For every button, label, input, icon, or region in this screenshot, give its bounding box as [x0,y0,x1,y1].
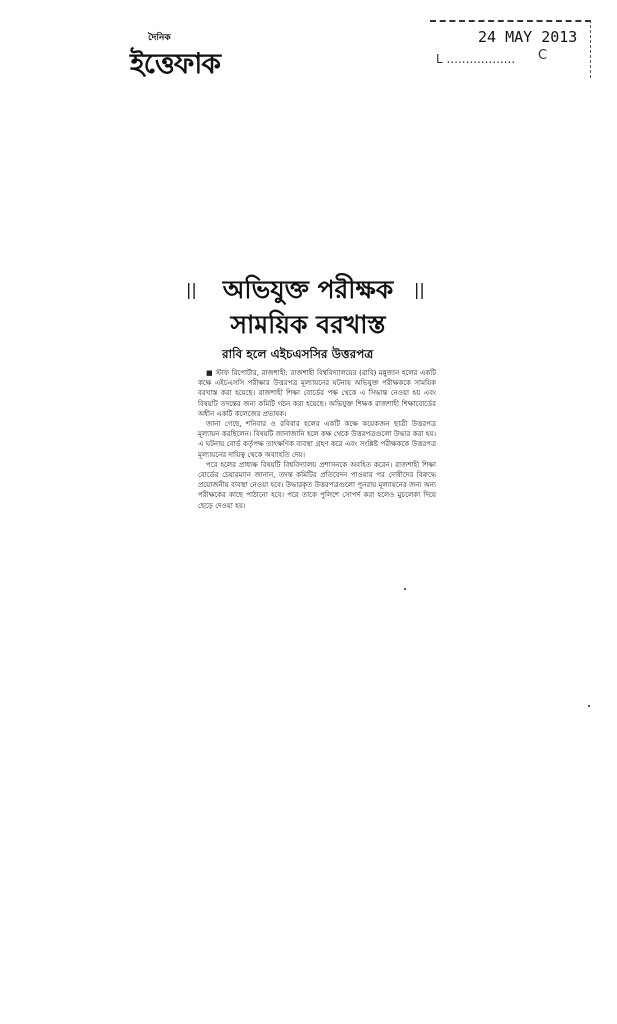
article-paragraph: জানা গেছে, শনিবার ও রবিবার হলের একটি কক্ষে কয়েকজন ছাত্রী উত্তরপত্র মূল্যায়ন করছিলেন। বিষয়টি জানাজানি হলে কক্ষ থেকে উত্তরপত্রগুলো উদ্ধার করা হয়। এ ঘটনায় বোর্ড কর্তৃপক্ষ তাৎক্ষণিক ব্যবস্থা গ্রহণ করে এবং সংশ্লিষ্ট পরীক্ষককে উত্তরপত্র মূল্যায়নের দায়িত্ব থেকে অব্যাহতি দেয়। [198,420,436,459]
scan-speck [404,588,406,590]
headline-line-1: অভিযুক্ত পরীক্ষক [222,275,394,304]
article-paragraph: ■ স্টাফ রিপোর্টার, রাজশাহী: রাজশাহী বিশ্ববিদ্যালয়ের (রাবি) মন্নুজান হলের একটি কক্ষে এইচএসসি পরীক্ষার উত্তরপত্র মূল্যায়নের ঘটনায় অভিযুক্ত পরীক্ষককে সাময়িক বরখাস্ত করা হয়েছে। রাজশাহী শিক্ষা বোর্ডের পক্ষ থেকে এ সিদ্ধান্ত নেওয়া হয় এবং বিষয়টি তদন্তের জন্য কমিটি গঠন করা হয়েছে। অভিযুক্ত শিক্ষক রাজশাহী শিক্ষাবোর্ডের অধীন একটি কলেজের প্রভাষক। [198,369,436,418]
headline-line-2: সাময়িক বরখাস্ত [230,310,386,339]
headline-bar-left: || [186,280,197,299]
receipt-stamp [430,20,591,78]
scan-speck [588,705,590,707]
stamp-initial: C [538,48,548,63]
article-body [198,368,436,511]
stamp-mark: L .................. [436,52,516,66]
headline-bar-right: || [414,280,425,299]
newspaper-masthead: ইত্তেফাক [130,47,221,80]
masthead-small-label: দৈনিক [148,33,171,43]
article-subhead: রাবি হলে এইচএসসির উত্তরপত্র [222,347,374,361]
article-paragraph: পরে হলের প্রাধ্যক্ষ বিষয়টি বিশ্ববিদ্যালয় প্রশাসনকে অবহিত করেন। রাজশাহী শিক্ষা বোর্ডের চেয়ারম্যান জানান, তদন্ত কমিটির প্রতিবেদন পাওয়ার পর দোষীদের বিরুদ্ধে প্রয়োজনীয় ব্যবস্থা নেওয়া হবে। উদ্ধারকৃত উত্তরপত্রগুলো পুনরায় মূল্যায়নের জন্য অন্য পরীক্ষকের কাছে পাঠানো হবে। পরে তাকে পুলিশে সোপর্দ করা হলেও মুচলেকা দিয়ে ছেড়ে দেওয়া হয়। [198,460,436,510]
stamp-date: 24 MAY 2013 [478,28,578,46]
